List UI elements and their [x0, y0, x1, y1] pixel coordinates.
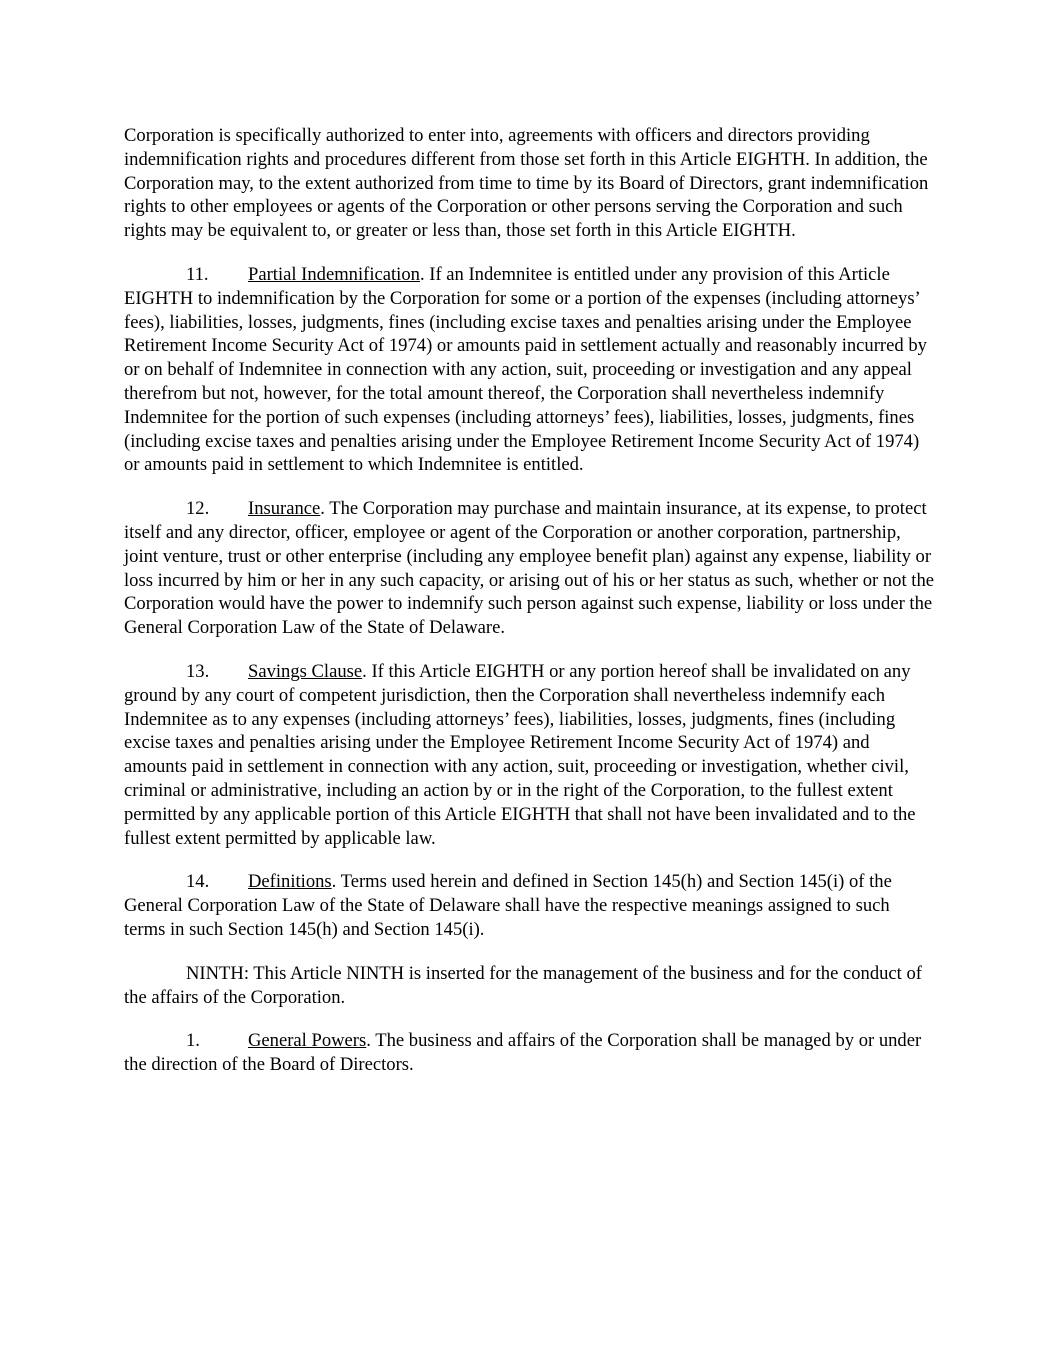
section-body: . The business and affairs of the Corporation shall be managed by or under the direction of the Board of Directors. — [124, 1030, 922, 1076]
ninth-section-1-paragraph — [124, 1029, 934, 1077]
article-ninth-paragraph: NINTH: This Article NINTH is inserted for the management of the business and for the conduct of the affairs of the Corporation. — [124, 962, 922, 1008]
section-body: . The Corporation may purchase and maintain insurance, at its expense, to protect itself and any director, officer, employee or agent of the Corporation or another corporation, partnership, joint venture, trust or other enterprise (including any employee benefit plan) against any expense, liability or loss incurred by him or her in any such capacity, or arising out of his or her status as such, whether or not the Corporation would have the power to indemnify such person against such expense, liability or loss under the General Corporation Law of the State of Delaware. — [124, 498, 935, 639]
section-heading: Definitions — [248, 871, 332, 893]
section-number: 1. — [186, 1030, 200, 1052]
section-number: 11. — [186, 263, 209, 285]
section-body: . If this Article EIGHTH or any portion hereof shall be invalidated on any ground by any court of competent jurisdiction, then the Corporation shall nevertheless indemnify each Indemnitee as to any expenses (including attorneys’ fees), liabilities, losses, judgments, fines (including excise taxes and penalties arising under the Employee Retirement Income Security Act of 1974) and amounts paid in settlement in connection with any action, suit, proceeding or investigation, whether civil, criminal or administrative, including an action by or in the right of the Corporation, to the fullest extent permitted by any applicable portion of this Article EIGHTH that shall not have been invalidated and to the fullest extent permitted by applicable law. — [124, 660, 916, 849]
section-number: 13. — [186, 660, 210, 682]
section-11-paragraph — [124, 263, 934, 477]
section-heading: General Powers — [248, 1030, 367, 1052]
intro-paragraph: Corporation is specifically authorized to enter into, agreements with officers and directors providing indemnification rights and procedures different from those set forth in this Article EIGHTH. In addition, the Corporation may, to the extent authorized from time to time by its Board of Directors, grant indemnification rights to other employees or agents of the Corporation or other persons serving the Corporation and such rights may be equivalent to, or greater or less than, those set forth in this Article EIGHTH. — [124, 125, 929, 242]
section-14-paragraph — [124, 870, 934, 941]
section-number: 12. — [186, 498, 210, 520]
document-page — [124, 124, 934, 1097]
section-heading: Insurance — [248, 498, 321, 520]
section-12-paragraph — [124, 497, 934, 640]
section-body: . If an Indemnitee is entitled under any provision of this Article EIGHTH to indemnification by the Corporation for some or a portion of the expenses (including attorneys’ fees), liabilities, losses, judgments, fines (including excise taxes and penalties arising under the Employee Retirement Income Security Act of 1974) or amounts paid in settlement actually and reasonably incurred by or on behalf of Indemnitee in connection with any action, suit, proceeding or investigation and any appeal therefrom but not, however, for the total amount thereof, the Corporation shall nevertheless indemnify Indemnitee for the portion of such expenses (including attorneys’ fees), liabilities, losses, judgments, fines (including excise taxes and penalties arising under the Employee Retirement Income Security Act of 1974) or amounts paid in settlement to which Indemnitee is entitled. — [124, 263, 927, 476]
section-number: 14. — [186, 871, 210, 893]
section-13-paragraph — [124, 660, 934, 850]
section-body: . Terms used herein and defined in Section 145(h) and Section 145(i) of the General Corporation Law of the State of Delaware shall have the respective meanings assigned to such terms in such Section 145(h) and Section 145(i). — [124, 871, 892, 940]
section-heading: Partial Indemnification — [248, 263, 420, 285]
section-heading: Savings Clause — [248, 660, 363, 682]
